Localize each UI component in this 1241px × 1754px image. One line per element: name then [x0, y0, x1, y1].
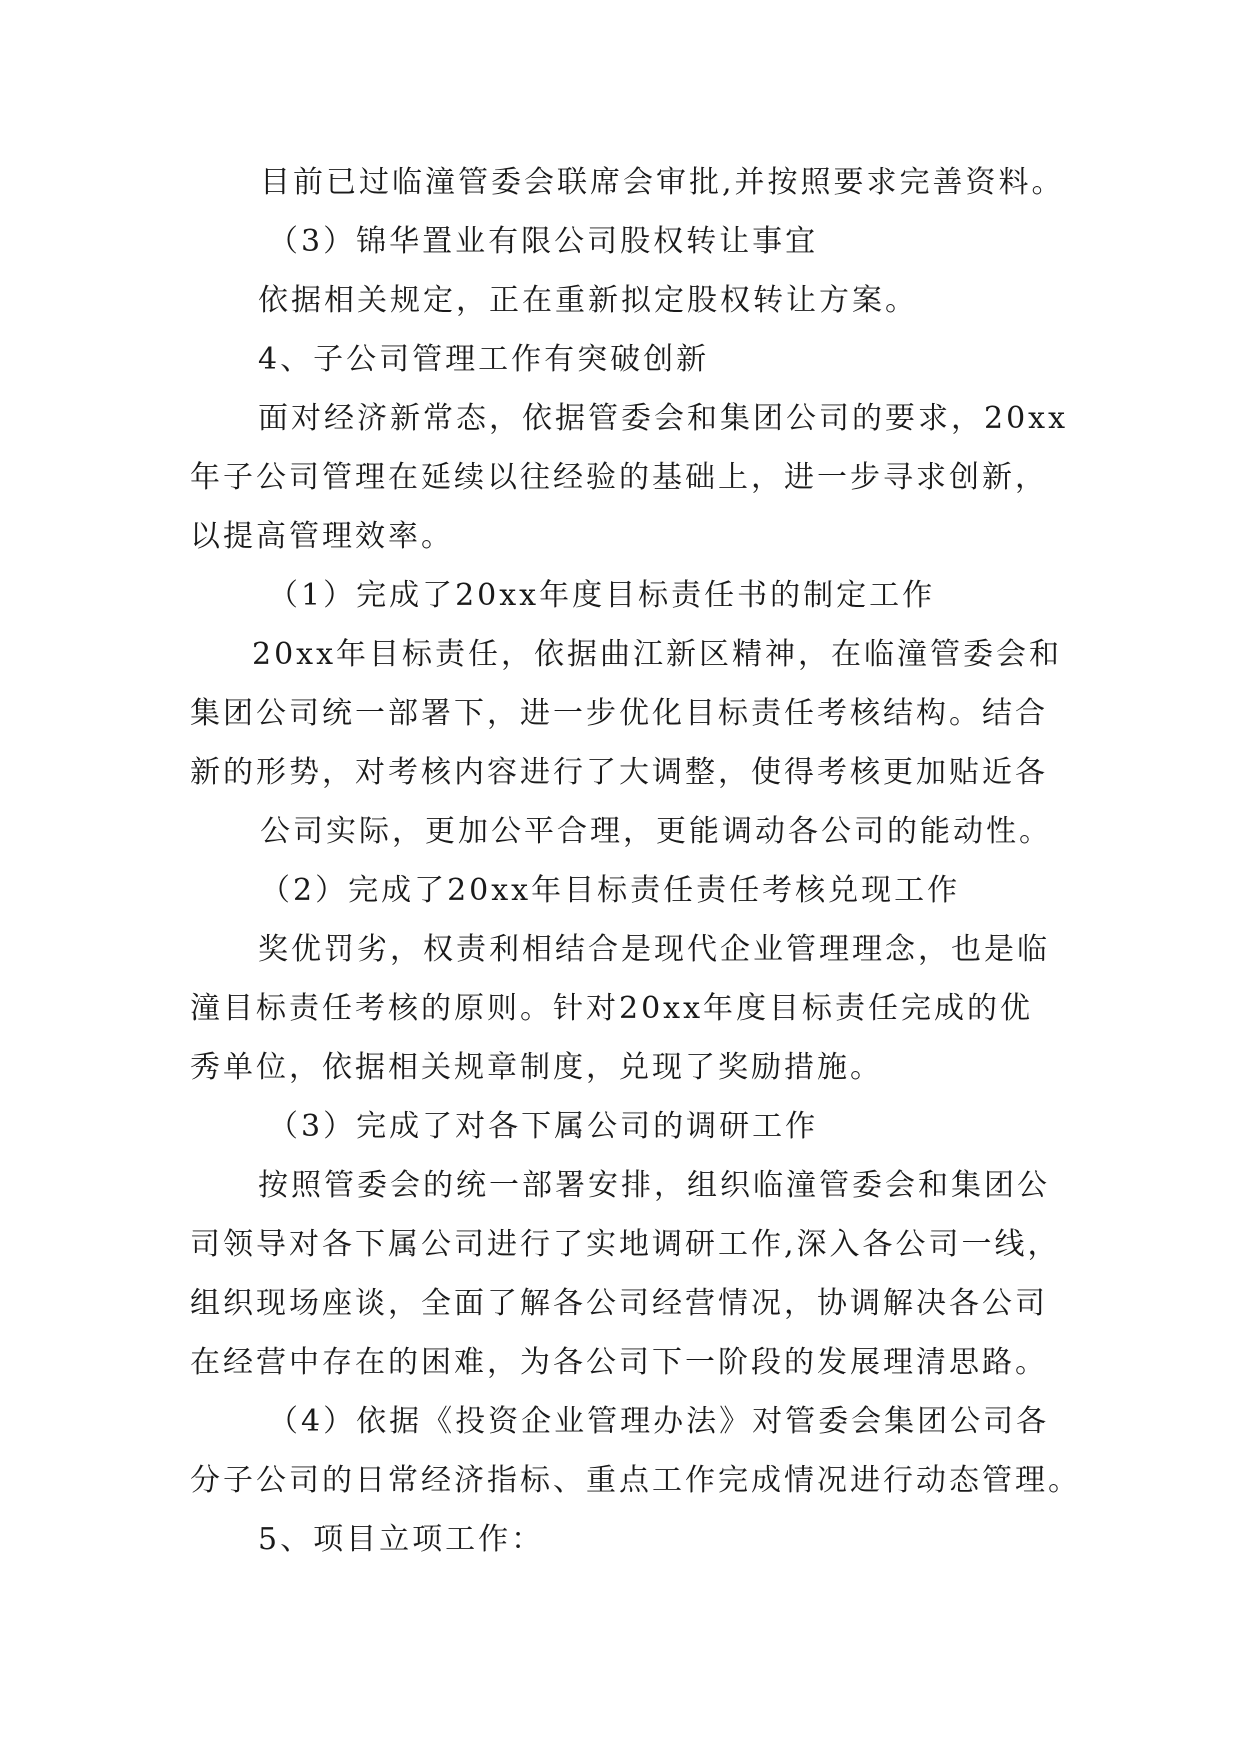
paragraph-line: 面对经济新常态，依据管委会和集团公司的要求，20xx [258, 401, 1069, 436]
section-heading: 5、项目立项工作： [258, 1522, 545, 1557]
paragraph-line: 20xx年目标责任，依据曲江新区精神，在临潼管委会和 [252, 637, 1063, 672]
paragraph-line: 组织现场座谈，全面了解各公司经营情况，协调解决各公司 [190, 1286, 1048, 1321]
paragraph-line: 秀单位，依据相关规章制度，兑现了奖励措施。 [190, 1050, 883, 1085]
paragraph-line: 分子公司的日常经济指标、重点工作完成情况进行动态管理。 [190, 1463, 1081, 1498]
section-heading: 4、子公司管理工作有突破创新 [258, 342, 710, 377]
paragraph-line: 潼目标责任考核的原则。针对20xx年度目标责任完成的优 [190, 991, 1034, 1026]
subsection-heading: （2）完成了20xx年目标责任责任考核兑现工作 [260, 873, 961, 908]
paragraph-line: 公司实际，更加公平合理，更能调动各公司的能动性。 [260, 814, 1052, 849]
paragraph-line: 按照管委会的统一部署安排，组织临潼管委会和集团公 [258, 1168, 1050, 1203]
paragraph-line: 集团公司统一部署下，进一步优化目标责任考核结构。结合 [190, 696, 1048, 731]
paragraph-line: 新的形势，对考核内容进行了大调整，使得考核更加贴近各 [190, 755, 1048, 790]
paragraph-line: 司领导对各下属公司进行了实地调研工作,深入各公司一线， [190, 1227, 1061, 1262]
paragraph-line: 依据相关规定，正在重新拟定股权转让方案。 [258, 283, 918, 318]
paragraph-line: 在经营中存在的困难，为各公司下一阶段的发展理清思路。 [190, 1345, 1048, 1380]
paragraph-line: 以提高管理效率。 [190, 519, 454, 554]
paragraph-line: 年子公司管理在延续以往经验的基础上，进一步寻求创新， [190, 460, 1048, 495]
subsection-heading: （1）完成了20xx年度目标责任书的制定工作 [268, 578, 936, 613]
subsection-heading: （4）依据《投资企业管理办法》对管委会集团公司各 [268, 1404, 1050, 1439]
subsection-heading: （3）完成了对各下属公司的调研工作 [268, 1109, 819, 1144]
paragraph-line: 目前已过临潼管委会联席会审批,并按照要求完善资料。 [260, 165, 1065, 200]
paragraph-line: 奖优罚劣，权责利相结合是现代企业管理理念，也是临 [258, 932, 1050, 967]
subsection-heading: （3）锦华置业有限公司股权转让事宜 [268, 224, 819, 259]
